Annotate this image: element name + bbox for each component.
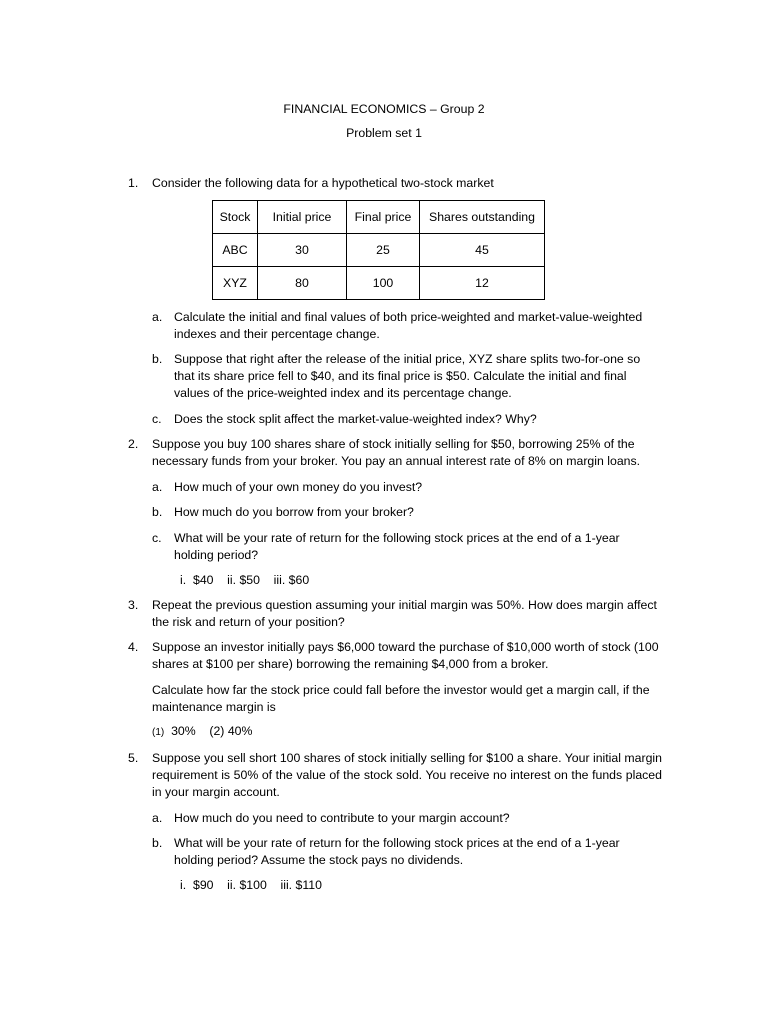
question-text: Suppose an investor initially pays $6,000 toward the purchase of $10,000 worth of stock (100 shares at $100 per share) borrowing the remaining $4,000 from a broker. [152, 640, 659, 671]
sub-label: b. [152, 836, 163, 850]
document-subtitle: Problem set 1 [346, 126, 422, 140]
table-cell: 80 [258, 267, 347, 300]
table-cell: XYZ [213, 267, 258, 300]
margin-options [152, 723, 252, 741]
option-value: 30% [171, 724, 196, 738]
option-value: 40% [227, 724, 253, 738]
sub-text: How much do you need to contribute to your margin account? [174, 811, 510, 825]
table-cell: 100 [347, 267, 420, 300]
sub-label: a. [152, 480, 163, 494]
question-1b [152, 351, 662, 402]
question-2a [152, 479, 662, 496]
question-5a [152, 810, 662, 827]
question-number: 2. [128, 437, 139, 451]
question-number: 5. [128, 751, 139, 765]
option-number: (2) [209, 724, 225, 738]
question-2 [128, 436, 662, 470]
question-2c [152, 530, 662, 564]
question-number: 3. [128, 598, 139, 612]
sub-label: c. [152, 412, 162, 426]
question-text: Suppose you sell short 100 shares of stock initially selling for $100 a share. Your initial margin requirement is 50% of the value of the stock sold. You receive no interest on the funds placed in your margin account. [152, 751, 662, 799]
table-header: Shares outstanding [420, 201, 545, 234]
answer-options: i. $40 ii. $50 iii. $60 [180, 573, 310, 587]
table-cell: 25 [347, 234, 420, 267]
question-3 [128, 597, 662, 631]
sub-text: What will be your rate of return for the following stock prices at the end of a 1-year holding period? [174, 531, 620, 562]
table-cell: 45 [420, 234, 545, 267]
sub-text: Suppose that right after the release of the initial price, XYZ share splits two-for-one so that its share price fell to $40, and its final price is $50. Calculate the initial and final values of the price-weighted index and its percentage change. [174, 352, 641, 400]
sub-label: a. [152, 310, 163, 324]
table-header-row [213, 201, 545, 234]
question-1c [152, 411, 662, 428]
question-5 [128, 750, 662, 801]
sub-text: Does the stock split affect the market-value-weighted index? Why? [174, 412, 537, 426]
answer-options: i. $90 ii. $100 iii. $110 [180, 878, 322, 892]
question-4-paragraph: Calculate how far the stock price could fall before the investor would get a margin call, if the maintenance margin is [152, 683, 650, 714]
sub-text: Calculate the initial and final values of both price-weighted and market-value-weighted indexes and their percentage change. [174, 310, 643, 341]
table-cell: 12 [420, 267, 545, 300]
table-header: Stock [213, 201, 258, 234]
question-text: Repeat the previous question assuming your initial margin was 50%. How does margin affect the risk and return of your position? [152, 598, 657, 629]
question-4 [128, 639, 662, 673]
sub-label: b. [152, 352, 163, 366]
question-1 [128, 175, 662, 192]
table-cell: ABC [213, 234, 258, 267]
question-1a [152, 309, 662, 343]
sub-label: b. [152, 505, 163, 519]
stock-data-table [212, 200, 545, 300]
sub-text: How much do you borrow from your broker? [174, 505, 414, 519]
table-row [213, 267, 545, 300]
option-number: (1) [152, 727, 165, 738]
question-number: 1. [128, 176, 139, 190]
question-text: Consider the following data for a hypothetical two-stock market [152, 176, 494, 190]
sub-label: c. [152, 531, 162, 545]
question-text: Suppose you buy 100 shares share of stock initially selling for $50, borrowing 25% of the necessary funds from your broker. You pay an annual interest rate of 8% on margin loans. [152, 437, 641, 468]
question-5b [152, 835, 662, 869]
document-title: FINANCIAL ECONOMICS – Group 2 [283, 102, 485, 116]
sub-text: What will be your rate of return for the following stock prices at the end of a 1-year holding period? Assume the stock pays no dividends. [174, 836, 620, 867]
sub-text: How much of your own money do you invest? [174, 480, 423, 494]
table-header: Initial price [258, 201, 347, 234]
table-header: Final price [347, 201, 420, 234]
table-cell: 30 [258, 234, 347, 267]
table-row [213, 234, 545, 267]
question-number: 4. [128, 640, 139, 654]
question-2b [152, 504, 662, 521]
sub-label: a. [152, 811, 163, 825]
